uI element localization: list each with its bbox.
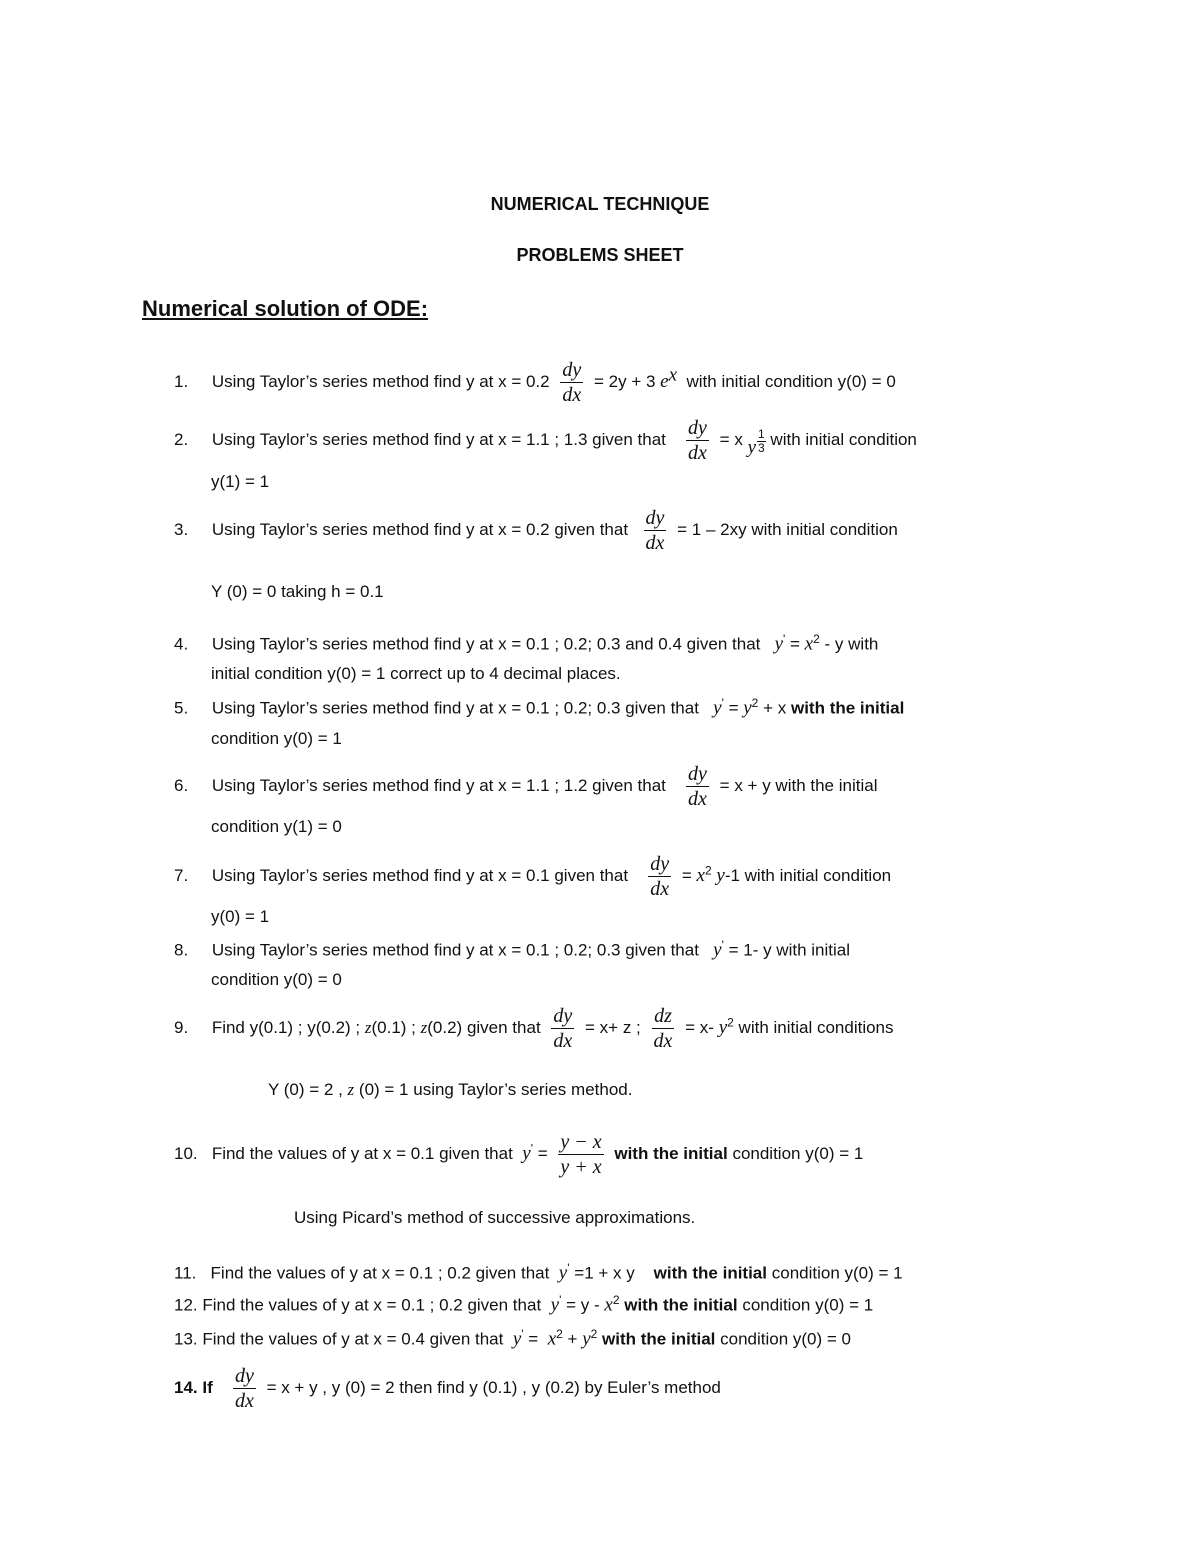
problem-13: 13. Find the values of y at x = 0.4 given that $y' = x^2 + y^2$ with the initial condition y(0) = 0 <box>174 1327 852 1350</box>
picard-fraction: $\frac{y - x}{y + x}$ <box>560 1131 602 1178</box>
problem-11: 11. Find the values of y at x = 0.1 ; 0.2 given that y' =1 + x y with the initial condition y(0) = 1 <box>174 1261 903 1284</box>
section-heading: Numerical solution of ODE: <box>142 296 429 321</box>
problem-9: 9. Find y(0.1) ; y(0.2) ; z(0.1) ; z(0.2) given that $\frac{dy}{dx}$ = x+ z ; $\frac{dz}{dx}$ = x- $y^2$ with initial conditions <box>174 1005 894 1052</box>
problem-2: 2. Using Taylor’s series method find y at x = 1.1 ; 1.3 given that $\frac{dy}{dx}$ = x y $\frac{1}{3}$ with initial condition <box>174 417 917 464</box>
problem-14: 14. If $\frac{dy}{dx}$ = x + y , y (0) = 2 then find y (0.1) , y (0.2) by Euler’s method <box>174 1365 721 1412</box>
problem-number: 1. <box>174 371 189 391</box>
problem-text: Using Taylor’s series method find y at x = 0.2 <box>211 371 550 391</box>
derivative-fraction: $\frac{dy}{dx}$ <box>645 507 665 554</box>
derivative-fraction: $\frac{dy}{dx}$ <box>562 359 582 406</box>
problem-3: 3. Using Taylor’s series method find y at x = 0.2 given that $\frac{dy}{dx}$ = 1 – 2xy with initial condition <box>174 507 898 554</box>
problem-1: 1. Using Taylor’s series method find y at x = 0.2 $\frac{dy}{dx}$ = 2y + 3 $e^x$ with initial condition y(0) = 0 <box>174 359 896 406</box>
derivative-fraction-z: $\frac{dz}{dx}$ <box>653 1005 673 1052</box>
derivative-fraction: $\frac{dy}{dx}$ <box>688 763 707 810</box>
derivative-fraction: $\frac{dy}{dx}$ <box>553 1005 573 1052</box>
document-subtitle: PROBLEMS SHEET <box>516 245 684 265</box>
problem-5: 5. Using Taylor’s series method find y at x = 0.1 ; 0.2; 0.3 given that $y' = y^2 + x$ with the initial <box>174 696 905 719</box>
problem-4: 4. Using Taylor’s series method find y at x = 0.1 ; 0.2; 0.3 and 0.4 given that $y' = x^2 - y$ with <box>174 632 879 655</box>
document-title: NUMERICAL TECHNIQUE <box>490 194 710 214</box>
problem-6: 6. Using Taylor’s series method find y at x = 1.1 ; 1.2 given that $\frac{dy}{dx}$ = x + y with the initial <box>174 763 878 810</box>
document-page: NUMERICAL TECHNIQUE PROBLEMS SHEET Numerical solution of ODE: 1. Using Taylor’s series method find y at x = 0.2 $\frac{dy}{dx}$ = 2y + 3 $e^x$ with initial condition y(0) = 0 2. Using Taylor’s series method find y at x = 1.1 ; 1.3 given that $\frac{dy}{dx}$ = x y $\frac{1}{3}$ with initial condition y(1) = 1 3. Using Taylor’s series method find y at x = 0.2 given that $\frac{dy}{dx}$ = 1 – 2xy with initial condition Y (0) = 0 taking h = 0.1 4. Using Taylor’s series method find y at x = 0.1 ; 0.2; 0.3 and 0.4 given that $y' = x^2 - y$ with initial condition y(0) = 1 correct up to 4 decimal places. 5. Using Taylor’s series method find y at x = 0.1 ; 0.2; 0.3 given that $y' = y^2 + x$ with the initial condition y(0) = 1 6. Using Taylor’s series method find y at x = 1.1 ; 1.2 given that $\frac{dy}{dx}$ = x + y with the initial condition y(1) = 0 7. Using Taylor’s series method find y at x = 0.1 given that $\frac{dy}{dx}$ = $x^2$ y-1 with initial condition y(0) = 1 8. Using Taylor’s series method find y at x = 0.1 ; 0.2; 0.3 given that y' = 1- y with initial condition y(0) = 0 9. Find y(0.1) ; y(0.2) ; z(0.1) ; z(0.2) given that $\frac{dy}{dx}$ = x+ z ; $\frac{dz}{dx}$ = x- $y^2$ with initial conditions Y (0) = 2 , z (0) = 1 using Taylor’s series method. 10. Find the values of y at x = 0.1 given that y' = $\frac{y - x}{y + x}$ with the initial condition y(0) = 1 Using Picard’s method of successive approximations. 11. Find the values of y at x = 0.1 ; 0.2 given that y' =1 + x y with the initial condition y(0) = 1 12. Find the values of y at x = 0.1 ; 0.2 given that $y' = y - x^2$ with the initial condition y(0) = 1 13. Find the values of y at x = 0.4 given that $y' = x^2 + y^2$ with the initial condition y(0) = 0 14. If $\frac{dy}{dx}$ = x + y , y (0) = 2 then find y (0.1) , y (0.2) by Euler’s method <box>0 0 1200 1553</box>
problem-12: 12. Find the values of y at x = 0.1 ; 0.2 given that $y' = y - x^2$ with the initial condition y(0) = 1 <box>174 1293 874 1316</box>
problem-8: 8. Using Taylor’s series method find y at x = 0.1 ; 0.2; 0.3 given that y' = 1- y with initial <box>174 938 851 961</box>
problem-7: 7. Using Taylor’s series method find y at x = 0.1 given that $\frac{dy}{dx}$ = $x^2$ y-1 with initial condition <box>174 853 892 900</box>
derivative-fraction: $\frac{dy}{dx}$ <box>650 853 670 900</box>
problem-10: 10. Find the values of y at x = 0.1 given that y' = $\frac{y - x}{y + x}$ with the initial condition y(0) = 1 <box>174 1131 864 1178</box>
derivative-fraction: $\frac{dy}{dx}$ <box>234 1365 254 1412</box>
derivative-fraction: $\frac{dy}{dx}$ <box>688 417 707 464</box>
